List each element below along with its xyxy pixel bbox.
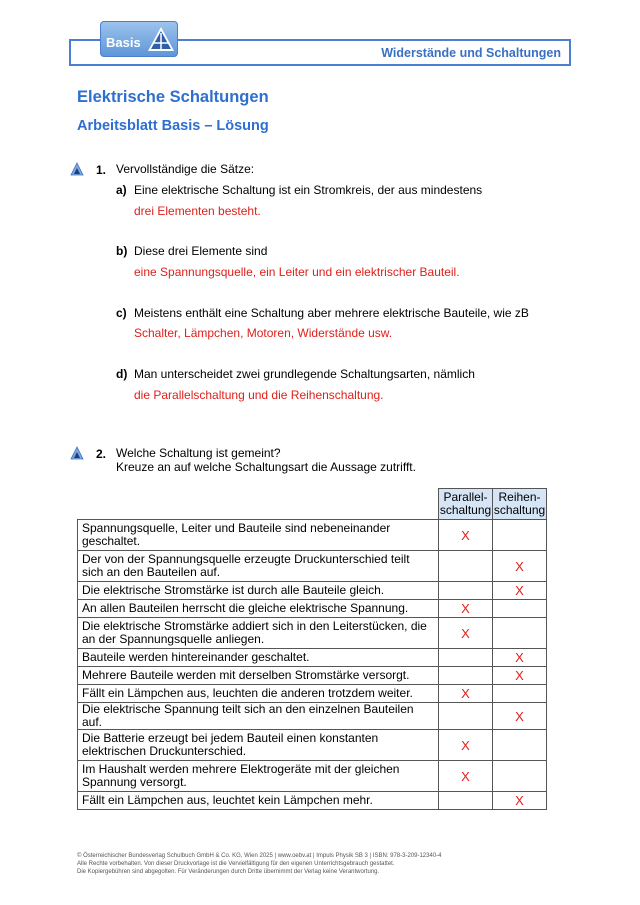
statement-cell: Bauteile werden hintereinander geschaltet. bbox=[78, 649, 439, 667]
page-title: Elektrische Schaltungen bbox=[77, 88, 269, 106]
footer-rights: Alle Rechte vorbehalten. Von dieser Druckvorlage ist die Vervielfältigung für den eigenen Unterrichtsgebrauch gestattet. bbox=[77, 861, 395, 867]
reihe-mark-cell[interactable]: X bbox=[493, 703, 547, 730]
column-header-parallel-line2: schaltung bbox=[439, 503, 492, 517]
table-row bbox=[78, 761, 547, 792]
parallel-mark-cell[interactable] bbox=[439, 582, 493, 600]
item-d-letter: d) bbox=[116, 367, 128, 381]
table-row bbox=[78, 649, 547, 667]
statement-cell: An allen Bauteilen herrscht die gleiche elektrische Spannung. bbox=[78, 600, 439, 618]
reihe-mark-cell[interactable] bbox=[493, 600, 547, 618]
table-row bbox=[78, 600, 547, 618]
item-b-answer: eine Spannungsquelle, ein Leiter und ein elektrischer Bauteil. bbox=[134, 265, 460, 279]
table-row bbox=[78, 520, 547, 551]
table-row bbox=[78, 703, 547, 730]
level-triangle-icon bbox=[70, 446, 84, 460]
question-1-prompt: Vervollständige die Sätze: bbox=[116, 162, 255, 176]
header-title: Widerstände und Schaltungen bbox=[381, 46, 561, 60]
reihe-mark-cell[interactable]: X bbox=[493, 551, 547, 582]
reihe-mark-cell[interactable]: X bbox=[493, 792, 547, 810]
reihe-mark-cell[interactable] bbox=[493, 685, 547, 703]
statement-cell: Die elektrische Spannung teilt sich an den einzelnen Bauteilen auf. bbox=[78, 703, 439, 730]
column-header-reihe-line2: schaltung bbox=[493, 503, 546, 517]
table-header-spacer bbox=[78, 489, 439, 520]
table-row bbox=[78, 618, 547, 649]
logo-triangle-icon bbox=[147, 25, 175, 53]
item-b-letter: b) bbox=[116, 244, 128, 258]
statement-cell: Im Haushalt werden mehrere Elektrogeräte mit der gleichen Spannung versorgt. bbox=[78, 761, 439, 792]
reihe-mark-cell[interactable] bbox=[493, 730, 547, 761]
reihe-mark-cell[interactable] bbox=[493, 618, 547, 649]
reihe-mark-cell[interactable] bbox=[493, 520, 547, 551]
page-subtitle: Arbeitsblatt Basis – Lösung bbox=[77, 118, 269, 134]
statement-cell: Die Batterie erzeugt bei jedem Bauteil einen konstanten elektrischen Druckunterschied. bbox=[78, 730, 439, 761]
footer-fees: Die Kopiergebühren sind abgegolten. Für Veränderungen durch Dritte übernimmt der Verlag keine Verantwortung. bbox=[77, 869, 380, 875]
basis-logo-icon bbox=[100, 21, 178, 57]
footer bbox=[77, 852, 442, 876]
column-header-parallel bbox=[439, 489, 493, 520]
table-row bbox=[78, 685, 547, 703]
parallel-mark-cell[interactable]: X bbox=[439, 730, 493, 761]
question-2-number: 2. bbox=[96, 447, 107, 461]
table-row bbox=[78, 730, 547, 761]
parallel-mark-cell[interactable] bbox=[439, 667, 493, 685]
item-a-letter: a) bbox=[116, 183, 127, 197]
statement-cell: Mehrere Bauteile werden mit derselben Stromstärke versorgt. bbox=[78, 667, 439, 685]
reihe-mark-cell[interactable] bbox=[493, 761, 547, 792]
item-c-answer: Schalter, Lämpchen, Motoren, Widerstände usw. bbox=[134, 326, 393, 340]
statement-cell: Der von der Spannungsquelle erzeugte Druckunterschied teilt sich an den Bauteilen auf. bbox=[78, 551, 439, 582]
column-header-reihe bbox=[493, 489, 547, 520]
reihe-mark-cell[interactable]: X bbox=[493, 667, 547, 685]
table-row bbox=[78, 551, 547, 582]
statement-cell: Fällt ein Lämpchen aus, leuchten die anderen trotzdem weiter. bbox=[78, 685, 439, 703]
question-2-prompt-line1: Welche Schaltung ist gemeint? bbox=[116, 446, 281, 460]
table-row bbox=[78, 582, 547, 600]
table-header-row bbox=[78, 489, 547, 520]
statement-cell: Fällt ein Lämpchen aus, leuchtet kein Lämpchen mehr. bbox=[78, 792, 439, 810]
level-triangle-icon bbox=[70, 162, 84, 176]
footer-copyright: © Österreichischer Bundesverlag Schulbuch GmbH & Co. KG, Wien 2025 | www.oebv.at | Impuls Physik SB 3 | ISBN: 978-3-209-12340-4 bbox=[77, 853, 442, 859]
statement-cell: Spannungsquelle, Leiter und Bauteile sind nebeneinander geschaltet. bbox=[78, 520, 439, 551]
reihe-mark-cell[interactable]: X bbox=[493, 582, 547, 600]
parallel-mark-cell[interactable] bbox=[439, 703, 493, 730]
reihe-mark-cell[interactable]: X bbox=[493, 649, 547, 667]
question-2-prompt bbox=[116, 446, 416, 474]
item-c-letter: c) bbox=[116, 306, 127, 320]
item-b-text: Diese drei Elemente sind bbox=[134, 244, 268, 258]
parallel-mark-cell[interactable]: X bbox=[439, 618, 493, 649]
table-row bbox=[78, 667, 547, 685]
column-header-reihe-line1: Reihen- bbox=[498, 490, 541, 504]
item-a-text: Eine elektrische Schaltung ist ein Stromkreis, der aus mindestens bbox=[134, 183, 483, 197]
parallel-mark-cell[interactable]: X bbox=[439, 520, 493, 551]
item-d-answer: die Parallelschaltung und die Reihenschaltung. bbox=[134, 388, 384, 402]
statement-cell: Die elektrische Stromstärke addiert sich in den Leiterstücken, die an der Spannungsquelle anliegen. bbox=[78, 618, 439, 649]
parallel-mark-cell[interactable] bbox=[439, 792, 493, 810]
table-row bbox=[78, 792, 547, 810]
question-2-prompt-line2: Kreuze an auf welche Schaltungsart die Aussage zutrifft. bbox=[116, 460, 416, 474]
parallel-mark-cell[interactable] bbox=[439, 551, 493, 582]
statement-cell: Die elektrische Stromstärke ist durch alle Bauteile gleich. bbox=[78, 582, 439, 600]
logo-text: Basis bbox=[106, 35, 141, 50]
question-1-number: 1. bbox=[96, 163, 107, 177]
item-d-text: Man unterscheidet zwei grundlegende Schaltungsarten, nämlich bbox=[134, 367, 475, 381]
parallel-mark-cell[interactable]: X bbox=[439, 600, 493, 618]
parallel-mark-cell[interactable]: X bbox=[439, 685, 493, 703]
schaltung-table bbox=[77, 488, 547, 810]
column-header-parallel-line1: Parallel- bbox=[443, 490, 488, 504]
parallel-mark-cell[interactable] bbox=[439, 649, 493, 667]
parallel-mark-cell[interactable]: X bbox=[439, 761, 493, 792]
item-a-answer: drei Elementen besteht. bbox=[134, 204, 261, 218]
item-c-text: Meistens enthält eine Schaltung aber mehrere elektrische Bauteile, wie zB bbox=[134, 306, 529, 320]
